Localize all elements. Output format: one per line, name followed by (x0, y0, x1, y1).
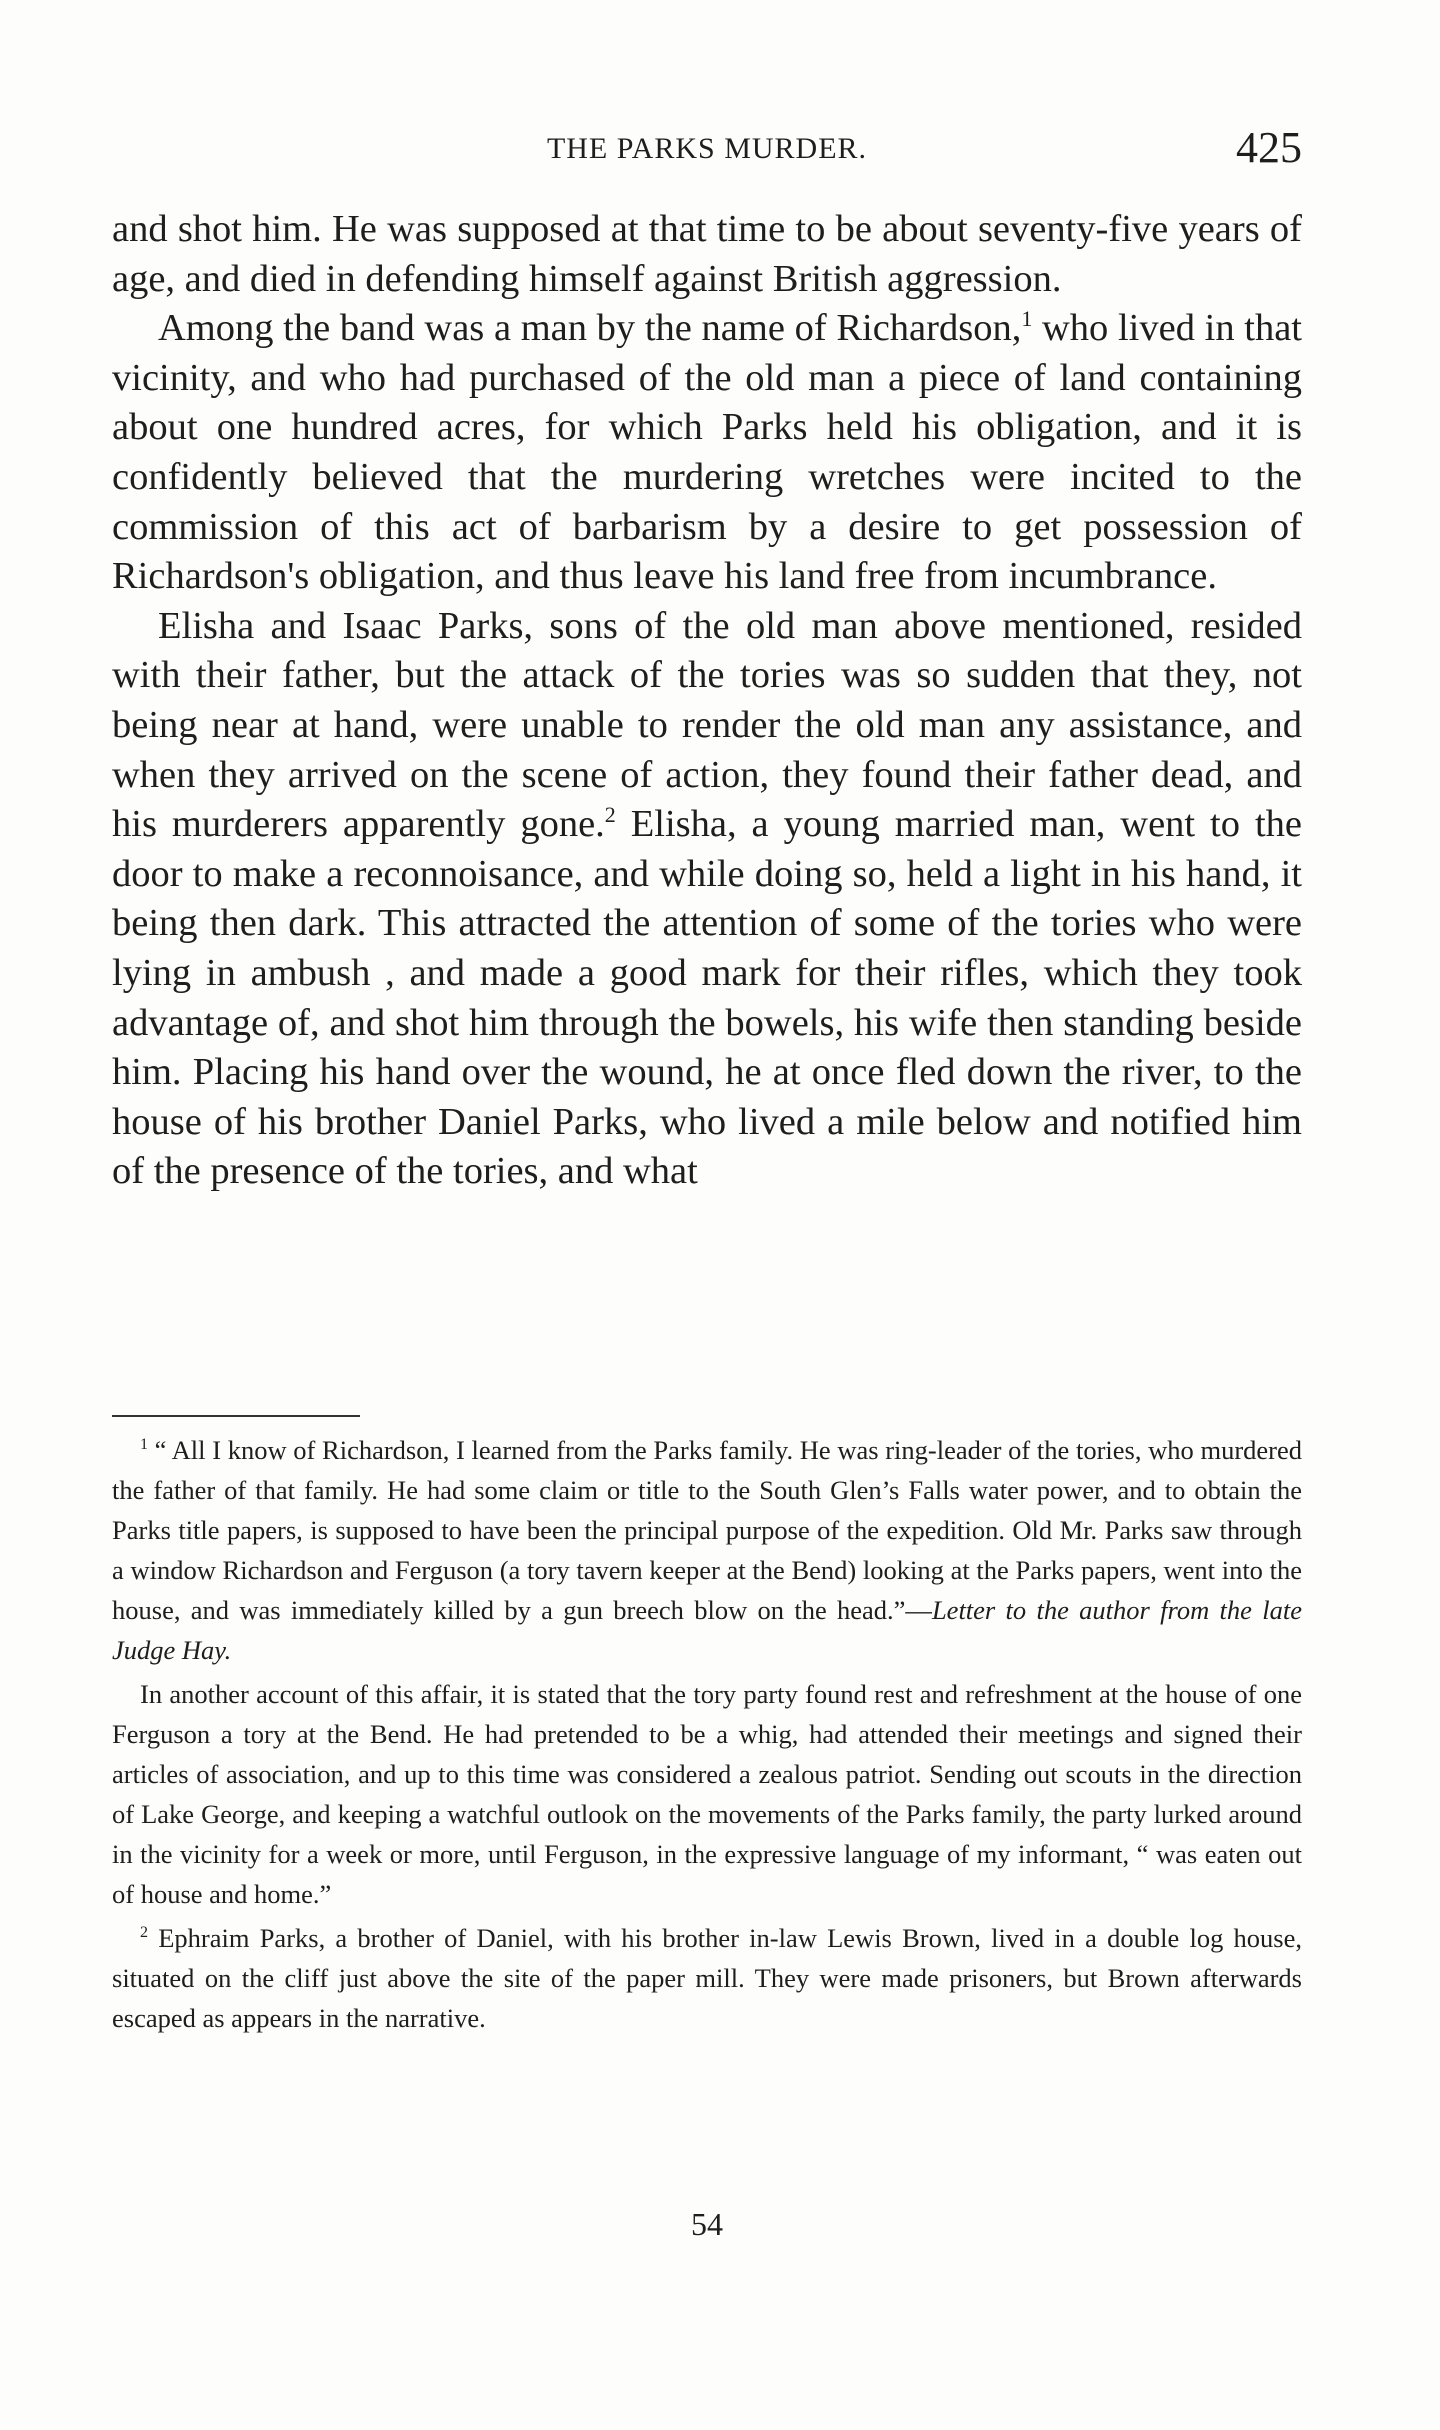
footnote-1-marker: 1 (140, 1436, 148, 1454)
footnote-1 (112, 1430, 1302, 1670)
signature-mark: 54 (691, 2206, 723, 2242)
paragraph-2-start: Among the band was a man by the name of Richardson, (158, 307, 1022, 350)
running-head (112, 118, 1302, 178)
page-number: 425 (1236, 123, 1302, 172)
paragraph-3-rest: Elisha, a young married man, went to the door to make a reconnoisance, and while doing so, held a light in his hand, it being then dark. This attracted the attention of some of the tories who were lying in ambush , and made a good mark for their rifles, which they took advantage of, and shot him through the bowels, his wife then standing beside him. Placing his hand over the wound, he at once fled down the river, to the house of his brother Daniel Parks, who lived a mile below and notified him of the presence of the tories, and what (112, 803, 1302, 1193)
footnote-1-continuation: In another account of this affair, it is stated that the tory party found rest and refreshment at the house of one Ferguson a tory at the Bend. He had pretended to be a whig, had attended their meetings and signed their articles of association, and up to this time was considered a zealous patriot. Sending out scouts in the direction of Lake George, and keeping a watchful outlook on the movements of the Parks family, the party lurked around in the vicinity for a week or more, until Ferguson, in the expressive language of my informant, “ was eaten out of house and home.” (112, 1679, 1302, 1909)
paragraph-3-start: Elisha and Isaac Parks, sons of the old man above mentioned, resided with their father, but the attack of the tories was so sudden that they, not being near at hand, were unable to render the old man any assistance, and when they arrived on the scene of action, they found their father dead, and his murderers apparently gone. (112, 604, 1302, 846)
paragraph-2 (112, 304, 1302, 602)
footnote-2 (112, 1918, 1302, 2038)
running-title: THE PARKS MURDER. (546, 132, 868, 165)
paragraph-1: and shot him. He was supposed at that time to be about seventy-five years of age, and died in defending himself against British aggression. (112, 208, 1302, 300)
footnote-2-text: Ephraim Parks, a brother of Daniel, with his brother in-law Lewis Brown, lived in a double log house, situated on the cliff just above the site of the paper mill. They were made prisoners, but Brown afterwards escaped as appears in the narrative. (112, 1923, 1302, 2033)
footnote-1-source: Letter to the author from the late Judge Hay. (112, 1595, 1302, 1665)
footnote-1-text: “ All I know of Richardson, I learned from the Parks family. He was ring-leader of the tories, who murdered the father of that family. He had some claim or title to the South Glen’s Falls water power, and to obtain the Parks title papers, is supposed to have been the principal purpose of the expedition. Old Mr. Parks saw through a window Richardson and Ferguson (a tory tavern keeper at the Bend) looking at the Parks papers, went into the house, and was immediately killed by a gun breech blow on the head.”— (112, 1435, 1302, 1625)
footnote-2-marker: 2 (140, 1924, 148, 1942)
footnotes (112, 1430, 1302, 2038)
paragraph-2-rest: who lived in that vicinity, and who had purchased of the old man a piece of land containing about one hundred acres, for which Parks held his obligation, and it is confidently believed that the murdering wretches were incited to the commission of this act of barbarism by a desire to get possession of Richardson's obligation, and thus leave his land free from incumbrance. (112, 307, 1302, 598)
footnote-divider (112, 1415, 360, 1417)
body-text (112, 205, 1302, 1197)
footnote-ref-2: 2 (604, 802, 616, 828)
footnote-ref-1: 1 (1021, 306, 1033, 332)
paragraph-3 (112, 602, 1302, 1197)
